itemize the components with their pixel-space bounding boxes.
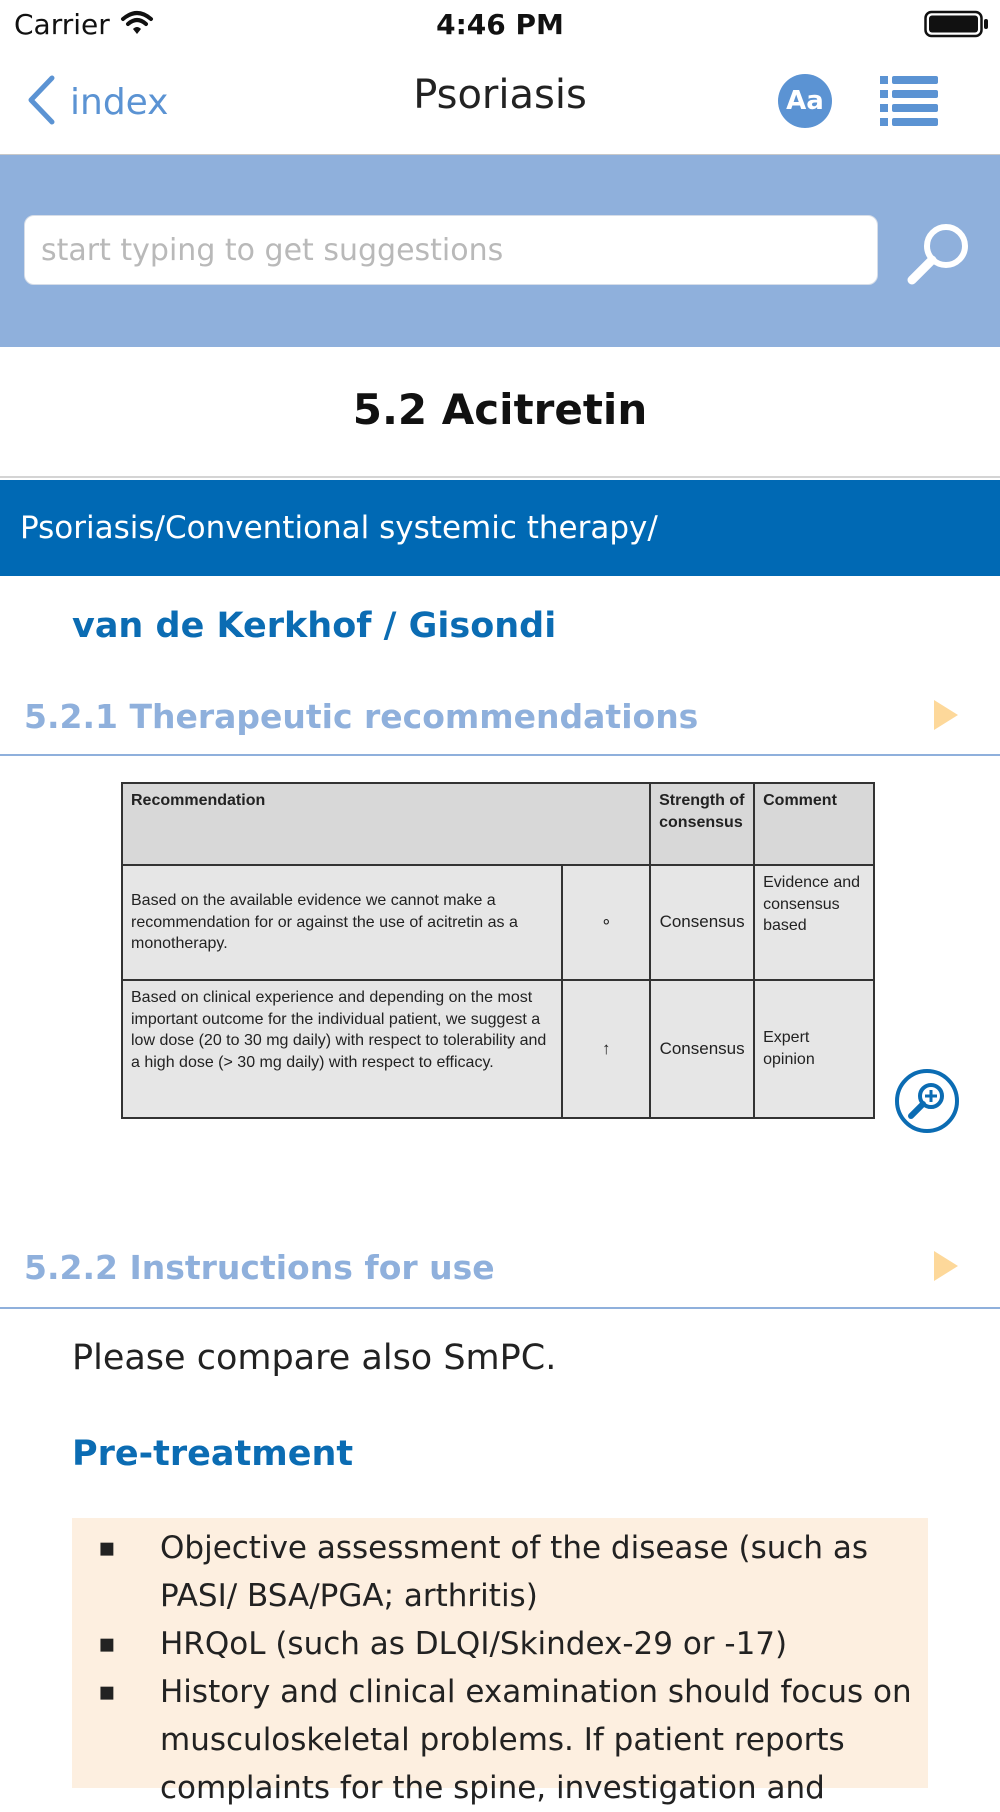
divider	[0, 476, 1000, 478]
table-row	[122, 980, 874, 1118]
zoom-in-icon	[894, 1119, 960, 1138]
battery-icon	[924, 10, 990, 42]
triangle-right-icon[interactable]	[934, 1251, 958, 1281]
back-label: index	[70, 81, 169, 123]
breadcrumb-label: Psoriasis/Conventional systemic therapy/	[20, 510, 658, 546]
authors: van de Kerkhof / Gisondi	[72, 606, 557, 646]
recommendation-text: Based on clinical experience and depending on the most important outcome for the individual patient, we suggest a low dose (20 to 30 mg daily) with respect to tolerability and a high dose (> 30 mg daily) with respect to efficacy.	[122, 980, 562, 1118]
section-header-therapeutic-recommendations[interactable]: 5.2.1 Therapeutic recommendations	[24, 697, 699, 736]
section-divider	[0, 1307, 1000, 1309]
list-item: ▪ Objective assessment of the disease (such as PASI/ BSA/PGA; arthritis)	[72, 1518, 928, 1620]
font-size-button[interactable]: Aa	[778, 74, 832, 128]
consensus-strength: Consensus	[650, 865, 754, 980]
table-header-strength: Strength of consensus	[650, 783, 754, 865]
table-header-recommendation: Recommendation	[122, 783, 650, 865]
pre-treatment-list	[72, 1518, 928, 1806]
table-header-comment: Comment	[754, 783, 874, 865]
back-button[interactable]	[26, 76, 169, 128]
search-input[interactable]	[24, 215, 878, 285]
recommendation-symbol: ∘	[562, 865, 650, 980]
recommendation-comment: Evidence and consensus based	[754, 865, 874, 980]
search-bar	[0, 155, 1000, 347]
page-title: 5.2 Acitretin	[352, 385, 648, 434]
chevron-left-icon	[26, 75, 56, 129]
page-header-title: Psoriasis	[413, 72, 587, 118]
magnifier-icon	[904, 274, 974, 293]
navigation-bar	[0, 50, 1000, 155]
search-button[interactable]	[904, 219, 974, 289]
recommendation-text: Based on the available evidence we cannot make a recommendation for or against the use of acitretin as a monotherapy.	[122, 865, 562, 980]
smpc-note: Please compare also SmPC.	[72, 1338, 557, 1378]
carrier-label: Carrier	[14, 8, 110, 41]
breadcrumb	[0, 480, 1000, 576]
section-divider	[0, 754, 1000, 756]
recommendation-comment: Expert opinion	[754, 980, 874, 1118]
list-icon	[880, 113, 938, 132]
triangle-right-icon[interactable]	[934, 700, 958, 730]
table-row	[122, 865, 874, 980]
zoom-button[interactable]	[894, 1068, 960, 1134]
subheading-pre-treatment: Pre-treatment	[72, 1434, 354, 1474]
list-item: ▪ HRQoL (such as DLQI/Skindex-29 or -17)	[72, 1620, 928, 1668]
status-bar	[0, 0, 1000, 50]
consensus-strength: Consensus	[650, 980, 754, 1118]
recommendation-symbol: ↑	[562, 980, 650, 1118]
section-header-instructions-for-use[interactable]: 5.2.2 Instructions for use	[24, 1248, 495, 1287]
table-of-contents-button[interactable]	[880, 74, 938, 132]
recommendation-table[interactable]	[121, 782, 875, 1119]
list-item: ▪ History and clinical examination should focus on musculoskeletal problems. If patient reports complaints for the spine, investigation and	[72, 1668, 928, 1812]
clock: 4:46 PM	[436, 8, 564, 41]
